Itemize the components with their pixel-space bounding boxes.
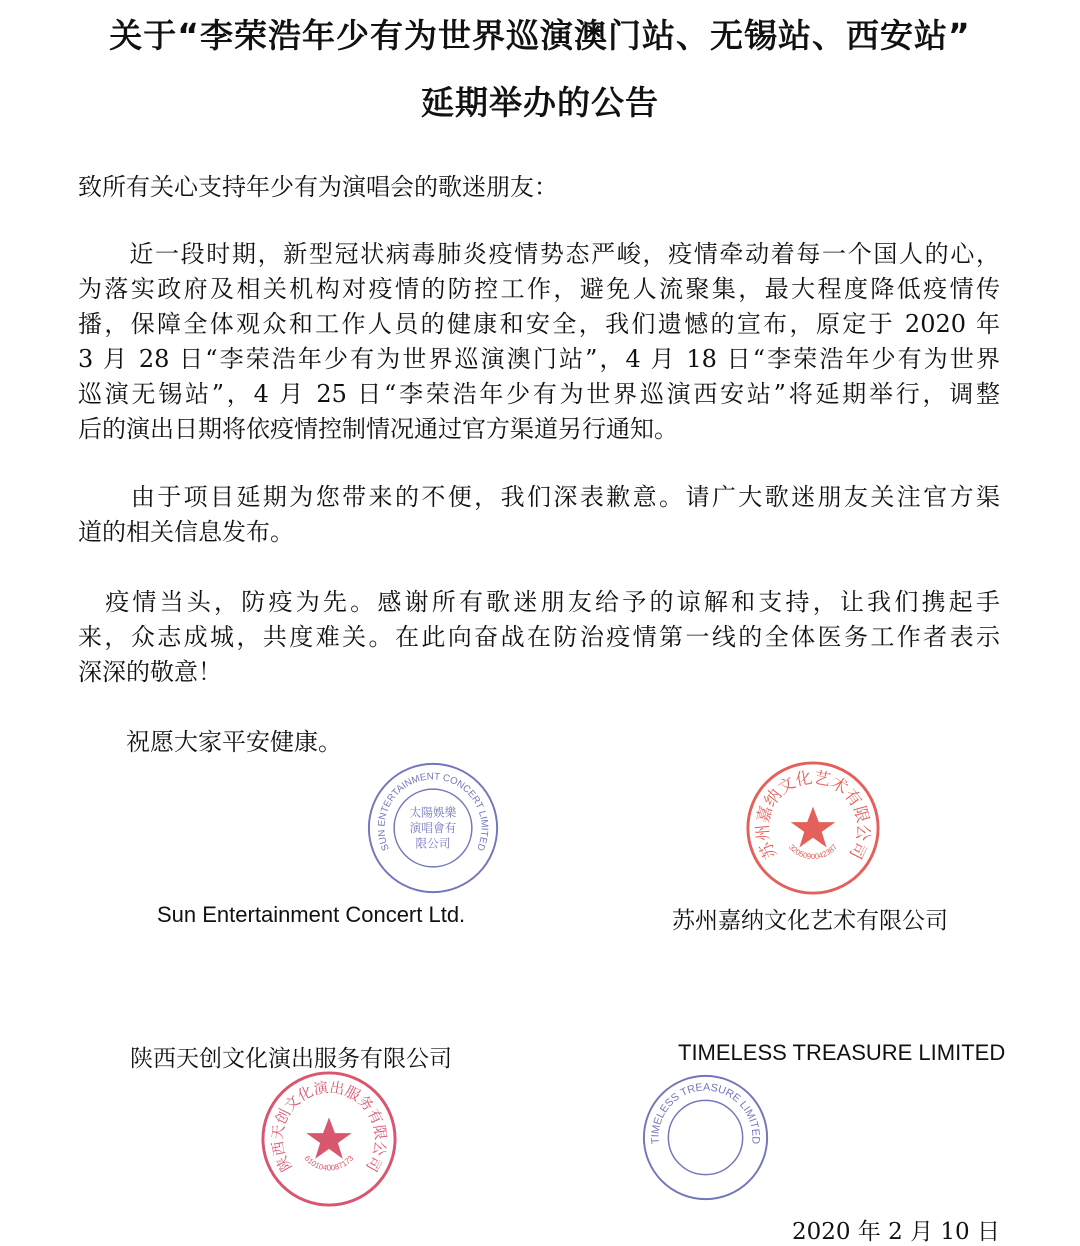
paragraph-line: 巡演无锡站”，4 月 25 日“李荣浩年少有为世界巡演西安站”将延期举行，调整 [78,380,1000,408]
sun-stamp-center-text: 太陽娛樂演唱會有限公司 [409,805,457,851]
suzhou-stamp-code: 3205090042387 [786,842,840,862]
signatory-suzhou: 苏州嘉纳文化艺术有限公司 [672,908,948,934]
shaanxi-stamp-code: 6101040087173 [302,1153,356,1173]
svg-text:6101040087173 [303,1153,356,1172]
paragraph-line: 来，众志成城，共度难关。在此向奋战在防治疫情第一线的全体医务工作者表示 [78,623,1000,651]
shaanxi-stamp-ring-text: 陕西天创文化演出服务有限公司 [269,1079,389,1175]
shaanxi-company-stamp [260,1070,398,1208]
paragraph-line: 道的相关信息发布。 [78,518,294,546]
paragraph-line: 为落实政府及相关机构对疫情的防控工作，避免人流聚集，最大程度降低疫情传 [78,275,1000,303]
greeting: 致所有关心支持年少有为演唱会的歌迷朋友： [78,173,558,201]
svg-text:3205090042387 [787,843,839,862]
title-line-1: 关于“李荣浩年少有为世界巡演澳门站、无锡站、西安站” [109,16,971,55]
paragraph-line: 深深的敬意！ [78,658,222,686]
sun-entertainment-stamp [365,760,501,896]
paragraph-line: 近一段时期，新型冠状病毒肺炎疫情势态严峻，疫情牵动着每一个国人的心， [78,240,1000,268]
paragraph-line: 祝愿大家平安健康。 [78,728,342,756]
paragraph-line: 疫情当头，防疫为先。感谢所有歌迷朋友给予的谅解和支持，让我们携起手 [78,588,1000,616]
paragraph-line: 播，保障全体观众和工作人员的健康和安全，我们遗憾的宣布，原定于 2020 年 [78,310,1000,338]
suzhou-company-stamp [745,760,881,896]
paragraph-line: 由于项目延期为您带来的不便，我们深表歉意。请广大歌迷朋友关注官方渠 [78,483,1000,511]
announcement-date: 2020 年 2 月 10 日 [792,1219,1000,1245]
paragraph-line: 后的演出日期将依疫情控制情况通过官方渠道另行通知。 [78,415,678,443]
signatory-timeless-treasure: TIMELESS TREASURE LIMITED [678,1040,1006,1065]
signatory-shaanxi: 陕西天创文化演出服务有限公司 [130,1046,452,1072]
paragraph-line: 3 月 28 日“李荣浩年少有为世界巡演澳门站”，4 月 18 日“李荣浩年少有为世界 [78,345,1000,373]
timeless-treasure-stamp [640,1072,772,1204]
signatory-sun-entertainment: Sun Entertainment Concert Ltd. [157,902,466,927]
title-line-2: 延期举办的公告 [421,83,659,122]
timeless-stamp-ring-text: TIMELESS TREASURE LIMITED [649,1081,762,1145]
sun-stamp-ring-text: SUN ENTERTAINMENT CONCERT LIMITED [376,771,490,853]
suzhou-stamp-ring-text: 苏州嘉纳文化艺术有限公司 [752,767,874,863]
